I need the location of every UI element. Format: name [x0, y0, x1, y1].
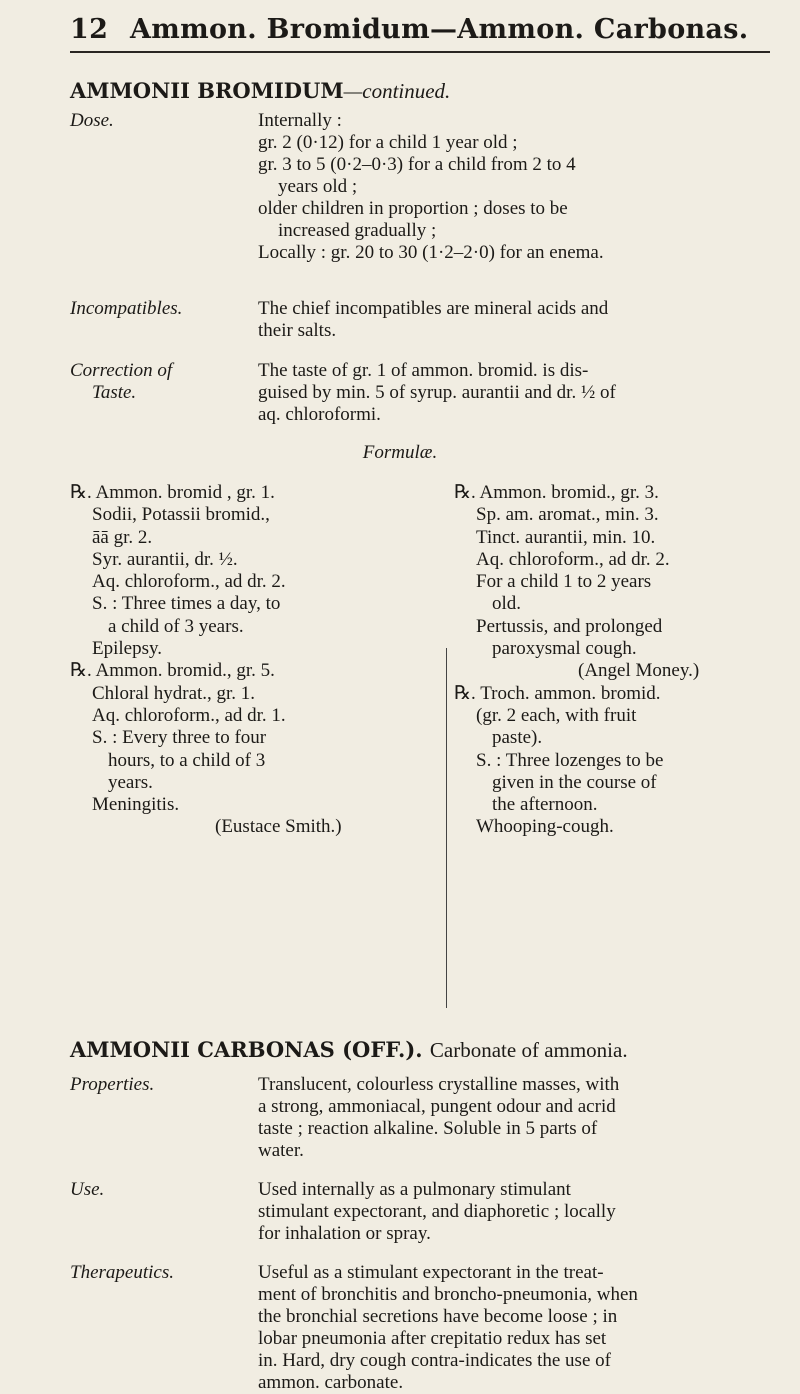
- correction-label-line: Taste.: [92, 382, 137, 403]
- therapeutics-line: in. Hard, dry cough contra-indicates the use of: [258, 1350, 611, 1371]
- properties-line: Translucent, colourless crystalline masses, with: [258, 1074, 620, 1095]
- correction-text: [258, 360, 758, 426]
- formula-line: Epilepsy.: [92, 638, 163, 660]
- therapeutics-text: [258, 1262, 758, 1394]
- incompatibles-line: The chief incompatibles are mineral acids and: [258, 298, 609, 319]
- formula-line: ℞. Ammon. bromid., gr. 5.: [70, 660, 275, 682]
- carbonas-title: AMMONII CARBONAS (OFF.).: [70, 1037, 423, 1062]
- formula-line: old.: [492, 593, 522, 615]
- running-header: [70, 14, 770, 53]
- formulae-left-column: [70, 482, 438, 839]
- formula-line: (Eustace Smith.): [215, 816, 342, 838]
- dose-line: years old ;: [278, 176, 358, 197]
- formula-line: ℞. Ammon. bromid., gr. 3.: [454, 482, 659, 503]
- use-line: stimulant expectorant, and diaphoretic ; locally: [258, 1201, 616, 1222]
- dose-line: gr. 3 to 5 (0·2–0·3) for a child from 2 to 4: [258, 154, 576, 175]
- dose-label: Dose.: [70, 110, 114, 131]
- formula-line: years.: [108, 771, 153, 793]
- continued-note: —continued.: [343, 79, 451, 103]
- therapeutics-line: ment of bronchitis and broncho-pneumonia, when: [258, 1284, 638, 1305]
- correction-line: guised by min. 5 of syrup. aurantii and dr. ½ of: [258, 382, 616, 403]
- formula-line: hours, to a child of 3: [108, 749, 266, 771]
- formula-line: Sodii, Potassii bromid.,: [92, 504, 270, 526]
- formula-line: paste).: [492, 727, 543, 749]
- carbonas-subtitle: Carbonate of ammonia.: [429, 1038, 628, 1062]
- correction-line: The taste of gr. 1 of ammon. bromid. is dis-: [258, 360, 589, 381]
- properties-line: a strong, ammoniacal, pungent odour and acrid: [258, 1096, 616, 1117]
- formula-line: S. : Three times a day, to: [92, 593, 281, 615]
- formula-line: Whooping-cough.: [476, 816, 614, 838]
- formula-line: Sp. am. aromat., min. 3.: [476, 504, 659, 526]
- correction-line: aq. chloroformi.: [258, 404, 381, 425]
- formula-line: given in the course of: [492, 771, 657, 793]
- formula-line: Syr. aurantii, dr. ½.: [92, 548, 238, 570]
- dose-line: gr. 2 (0·12) for a child 1 year old ;: [258, 132, 518, 153]
- header-title: Ammon. Bromidum—Ammon. Carbonas.: [130, 14, 749, 45]
- dose-line: Locally : gr. 20 to 30 (1·2–2·0) for an enema.: [258, 242, 604, 263]
- properties-text: [258, 1074, 758, 1162]
- section-title-bromidum: [70, 78, 450, 104]
- therapeutics-line: the bronchial secretions have become loose ; in: [258, 1306, 618, 1327]
- therapeutics-line: lobar pneumonia after crepitatio redux has set: [258, 1328, 607, 1349]
- formula-line: ℞. Ammon. bromid , gr. 1.: [70, 482, 275, 503]
- properties-line: taste ; reaction alkaline. Soluble in 5 parts of: [258, 1118, 598, 1139]
- therapeutics-line: Useful as a stimulant expectorant in the treat-: [258, 1262, 604, 1283]
- formula-line: (gr. 2 each, with fruit: [476, 704, 637, 726]
- formula-line: For a child 1 to 2 years: [476, 571, 652, 593]
- dose-line: increased gradually ;: [278, 220, 437, 241]
- therapeutics-label: Therapeutics.: [70, 1262, 174, 1283]
- properties-label: Properties.: [70, 1074, 155, 1095]
- dose-line: older children in proportion ; doses to be: [258, 198, 568, 219]
- properties-line: water.: [258, 1140, 304, 1161]
- formula-line: S. : Every three to four: [92, 727, 267, 749]
- formula-line: a child of 3 years.: [108, 615, 244, 637]
- formula-line: S. : Three lozenges to be: [476, 749, 664, 771]
- formula-line: paroxysmal cough.: [492, 638, 637, 660]
- use-label: Use.: [70, 1179, 105, 1200]
- bromidum-title: AMMONII BROMIDUM: [70, 78, 344, 103]
- formula-line: Chloral hydrat., gr. 1.: [92, 682, 256, 704]
- use-line: for inhalation or spray.: [258, 1223, 431, 1244]
- correction-label: [70, 360, 172, 404]
- section-title-carbonas: [70, 1037, 628, 1063]
- formula-line: āā gr. 2.: [92, 526, 153, 548]
- column-divider: [446, 648, 447, 1008]
- formulae-title: Formulæ.: [362, 442, 438, 463]
- dose-line: Internally :: [258, 110, 342, 131]
- formula-line: ℞. Troch. ammon. bromid.: [454, 682, 661, 704]
- dose-text: [258, 110, 758, 264]
- formula-line: Aq. chloroform., ad dr. 2.: [476, 548, 670, 570]
- formula-line: Aq. chloroform., ad dr. 1.: [92, 704, 286, 726]
- use-text: [258, 1179, 758, 1245]
- incompatibles-text: [258, 298, 758, 342]
- use-line: Used internally as a pulmonary stimulant: [258, 1179, 571, 1200]
- incompatibles-label: Incompatibles.: [70, 298, 183, 319]
- formula-line: Pertussis, and prolonged: [476, 615, 663, 637]
- formulae-right-column: [454, 482, 774, 839]
- formula-line: Tinct. aurantii, min. 10.: [476, 526, 656, 548]
- formula-line: the afternoon.: [492, 794, 598, 816]
- formula-line: Meningitis.: [92, 794, 180, 816]
- formula-line: (Angel Money.): [578, 660, 700, 682]
- page-number: 12: [70, 14, 109, 45]
- formula-line: Aq. chloroform., ad dr. 2.: [92, 571, 286, 593]
- correction-label-line: Correction of: [70, 360, 173, 381]
- incompatibles-line: their salts.: [258, 320, 337, 341]
- therapeutics-line: ammon. carbonate.: [258, 1372, 404, 1393]
